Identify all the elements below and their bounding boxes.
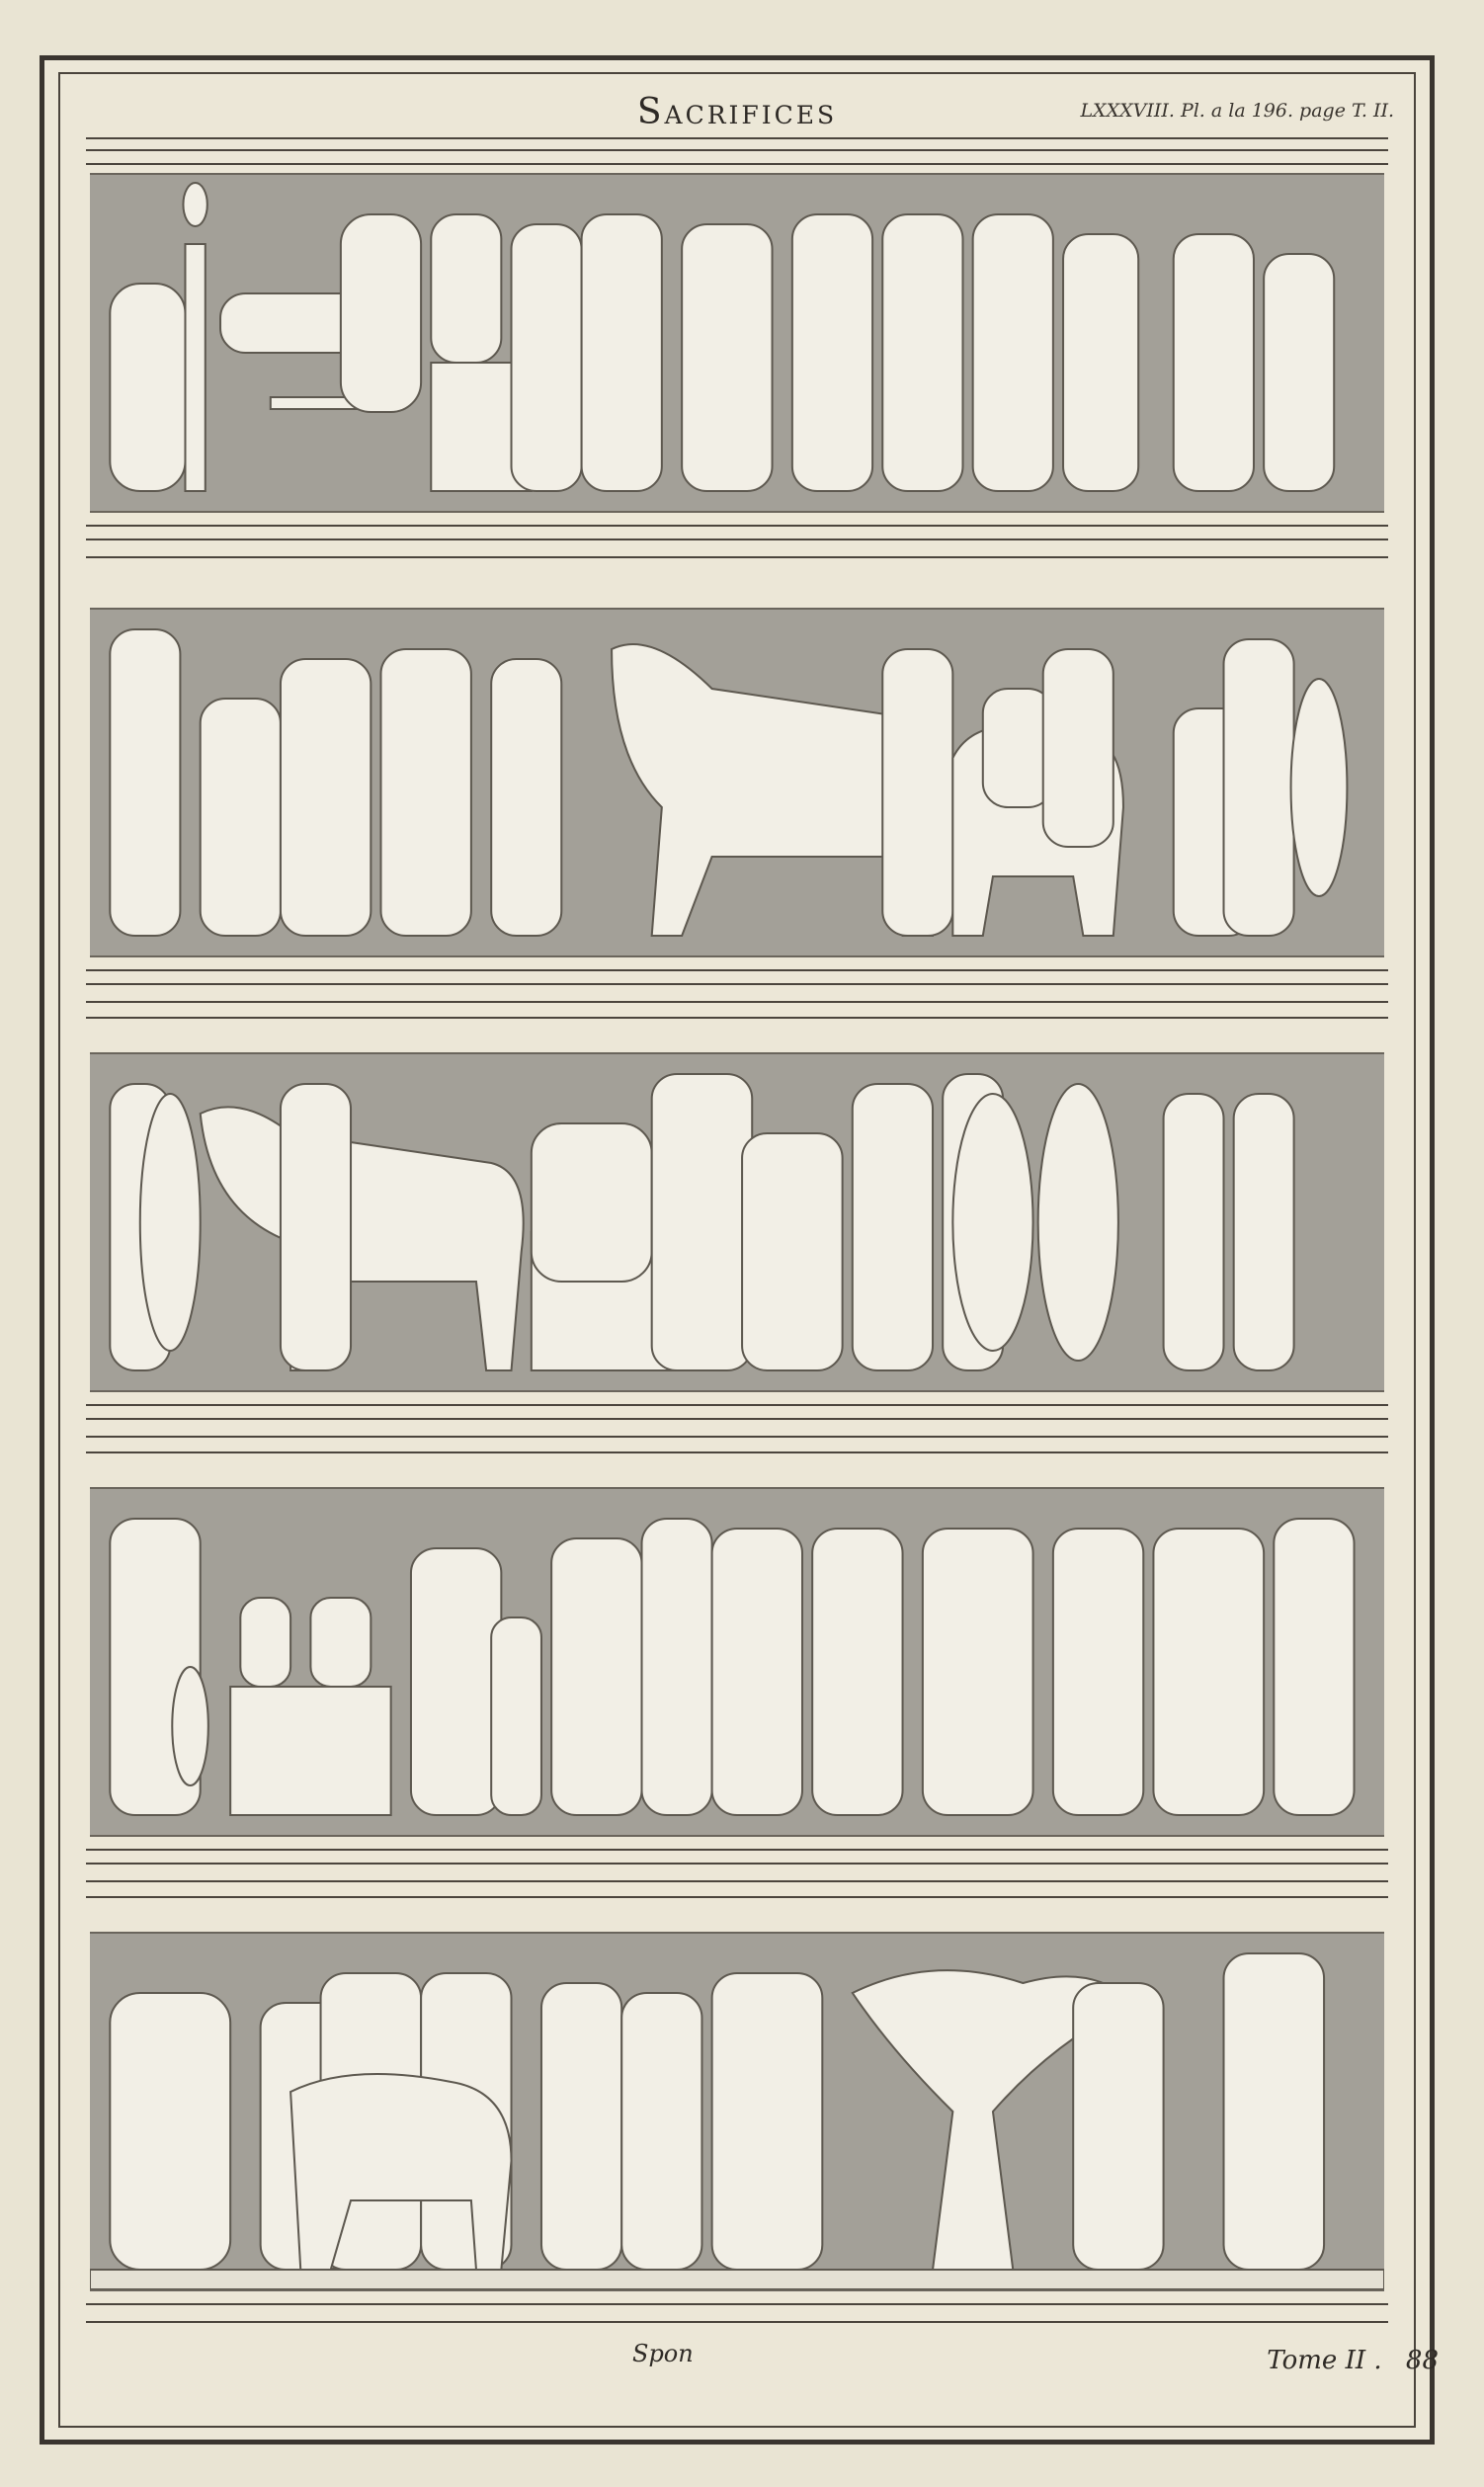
relief-panel-4 xyxy=(90,1487,1384,1837)
rule-band-3 xyxy=(86,1400,1388,1465)
rule-band-4 xyxy=(86,1845,1388,1910)
relief-panel-5 xyxy=(90,1932,1384,2291)
relief-1-figures xyxy=(90,175,1384,511)
relief-2-figures xyxy=(90,610,1384,955)
rule-band-1 xyxy=(86,521,1388,586)
plate-reference: LXXXVIII. Pl. a la 196. page T. II. xyxy=(1080,100,1394,122)
plate-title: Sacrifices xyxy=(636,92,838,132)
plate-frame xyxy=(40,55,1435,2445)
footer-author: Spon xyxy=(632,2340,694,2367)
relief-panel-1 xyxy=(90,173,1384,513)
relief-4-figures xyxy=(90,1489,1384,1835)
relief-5-figures xyxy=(90,1934,1384,2289)
rule-band-bottom xyxy=(86,2299,1388,2364)
plate-inner-border xyxy=(58,72,1416,2428)
relief-3-figures xyxy=(90,1054,1384,1390)
rule-band-2 xyxy=(86,965,1388,1031)
relief-panel-3 xyxy=(90,1052,1384,1392)
footer-volume: Tome II . xyxy=(1267,2346,1382,2375)
footer-volume-page xyxy=(1267,2346,1439,2375)
relief-panel-2 xyxy=(90,608,1384,957)
footer-plate-number: 88 xyxy=(1405,2346,1439,2375)
